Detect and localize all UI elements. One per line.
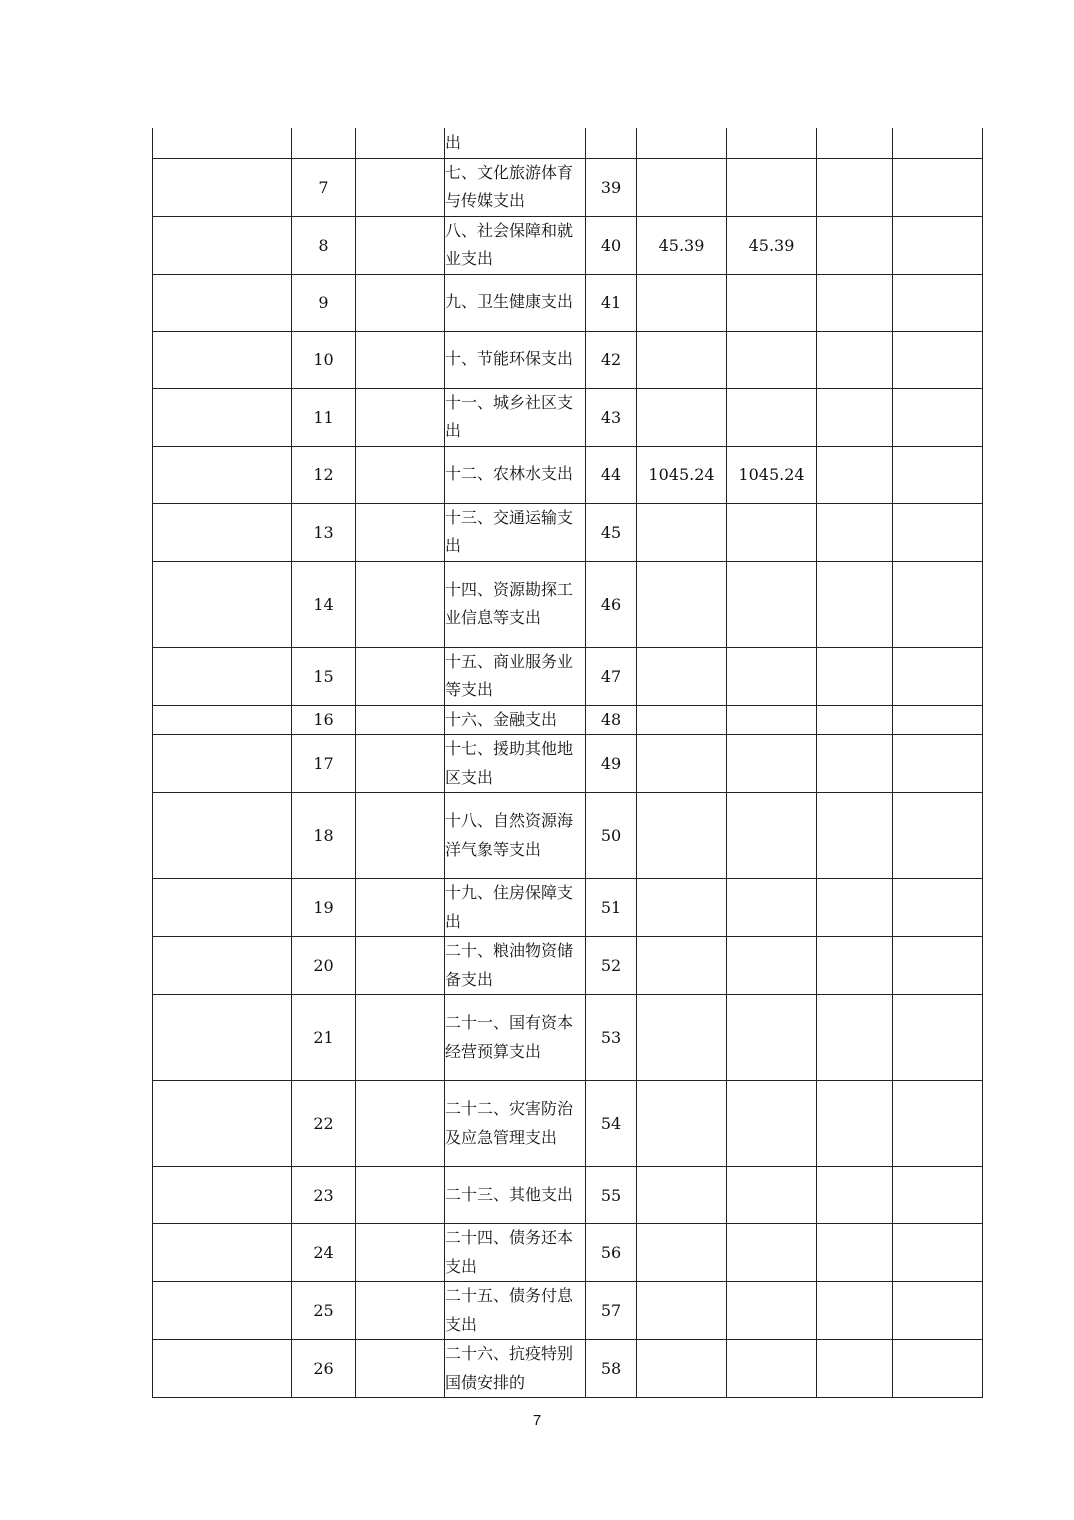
total-amount-cell: 1045.24	[637, 446, 727, 503]
line-number-cell: 40	[586, 216, 637, 274]
col3-cell	[356, 1081, 445, 1167]
col3-cell	[356, 1340, 445, 1398]
total-amount-cell	[637, 128, 727, 158]
col8-cell	[817, 158, 893, 216]
col3-cell	[356, 735, 445, 793]
expenditure-item-cell: 出	[445, 128, 586, 158]
total-amount-cell: 45.39	[637, 216, 727, 274]
line-number-cell: 49	[586, 735, 637, 793]
general-budget-amount-cell	[727, 158, 817, 216]
col8-cell	[817, 995, 893, 1081]
table-row	[153, 1224, 983, 1282]
expenditure-item-cell: 二十二、灾害防治及应急管理支出	[445, 1081, 586, 1167]
col8-cell	[817, 937, 893, 995]
col1-cell	[153, 1167, 292, 1224]
col9-cell	[893, 216, 983, 274]
table-row	[153, 793, 983, 879]
general-budget-amount-cell	[727, 1224, 817, 1282]
total-amount-cell	[637, 1167, 727, 1224]
col9-cell	[893, 879, 983, 937]
col3-cell	[356, 216, 445, 274]
col1-cell	[153, 1081, 292, 1167]
col9-cell	[893, 995, 983, 1081]
row-index-cell: 15	[292, 647, 356, 705]
col1-cell	[153, 647, 292, 705]
row-index-cell: 17	[292, 735, 356, 793]
line-number-cell: 43	[586, 388, 637, 446]
expenditure-item-cell: 二十四、债务还本支出	[445, 1224, 586, 1282]
general-budget-amount-cell	[727, 793, 817, 879]
table-row	[153, 1081, 983, 1167]
total-amount-cell	[637, 735, 727, 793]
expenditure-item-cell: 二十、粮油物资储备支出	[445, 937, 586, 995]
table-row	[153, 274, 983, 331]
col1-cell	[153, 735, 292, 793]
total-amount-cell	[637, 1282, 727, 1340]
line-number-cell: 55	[586, 1167, 637, 1224]
general-budget-amount-cell	[727, 995, 817, 1081]
col8-cell	[817, 446, 893, 503]
general-budget-amount-cell	[727, 274, 817, 331]
row-index-cell: 7	[292, 158, 356, 216]
row-index-cell: 20	[292, 937, 356, 995]
table-row	[153, 158, 983, 216]
table-row	[153, 1282, 983, 1340]
line-number-cell: 46	[586, 561, 637, 647]
col9-cell	[893, 735, 983, 793]
col8-cell	[817, 1340, 893, 1398]
col1-cell	[153, 388, 292, 446]
col1-cell	[153, 158, 292, 216]
line-number-cell: 48	[586, 705, 637, 735]
row-index-cell: 10	[292, 331, 356, 388]
col3-cell	[356, 1282, 445, 1340]
col9-cell	[893, 158, 983, 216]
col8-cell	[817, 128, 893, 158]
table-row	[153, 1167, 983, 1224]
col8-cell	[817, 1282, 893, 1340]
col1-cell	[153, 793, 292, 879]
general-budget-amount-cell	[727, 331, 817, 388]
expenditure-item-cell: 十二、农林水支出	[445, 446, 586, 503]
line-number-cell: 42	[586, 331, 637, 388]
expenditure-item-cell: 七、文化旅游体育与传媒支出	[445, 158, 586, 216]
line-number-cell: 39	[586, 158, 637, 216]
total-amount-cell	[637, 388, 727, 446]
table-row	[153, 331, 983, 388]
col1-cell	[153, 1340, 292, 1398]
general-budget-amount-cell	[727, 1167, 817, 1224]
total-amount-cell	[637, 705, 727, 735]
row-index-cell	[292, 128, 356, 158]
col1-cell	[153, 937, 292, 995]
table-row	[153, 937, 983, 995]
col3-cell	[356, 647, 445, 705]
expenditure-item-cell: 八、社会保障和就业支出	[445, 216, 586, 274]
table-row	[153, 735, 983, 793]
row-index-cell: 26	[292, 1340, 356, 1398]
line-number-cell: 47	[586, 647, 637, 705]
row-index-cell: 11	[292, 388, 356, 446]
line-number-cell: 58	[586, 1340, 637, 1398]
row-index-cell: 19	[292, 879, 356, 937]
row-index-cell: 8	[292, 216, 356, 274]
general-budget-amount-cell: 45.39	[727, 216, 817, 274]
row-index-cell: 16	[292, 705, 356, 735]
col8-cell	[817, 388, 893, 446]
table-row	[153, 1340, 983, 1398]
col8-cell	[817, 216, 893, 274]
row-index-cell: 24	[292, 1224, 356, 1282]
col3-cell	[356, 995, 445, 1081]
row-index-cell: 23	[292, 1167, 356, 1224]
table-body	[153, 128, 983, 1398]
col9-cell	[893, 503, 983, 561]
col3-cell	[356, 705, 445, 735]
table-row	[153, 647, 983, 705]
row-index-cell: 22	[292, 1081, 356, 1167]
col9-cell	[893, 1081, 983, 1167]
col3-cell	[356, 128, 445, 158]
col9-cell	[893, 647, 983, 705]
line-number-cell: 57	[586, 1282, 637, 1340]
general-budget-amount-cell: 1045.24	[727, 446, 817, 503]
col9-cell	[893, 793, 983, 879]
general-budget-amount-cell	[727, 1340, 817, 1398]
table-row	[153, 705, 983, 735]
col3-cell	[356, 879, 445, 937]
total-amount-cell	[637, 647, 727, 705]
general-budget-amount-cell	[727, 561, 817, 647]
expenditure-table	[152, 128, 983, 1398]
general-budget-amount-cell	[727, 503, 817, 561]
col9-cell	[893, 446, 983, 503]
general-budget-amount-cell	[727, 647, 817, 705]
expenditure-item-cell: 二十五、债务付息支出	[445, 1282, 586, 1340]
row-index-cell: 9	[292, 274, 356, 331]
total-amount-cell	[637, 1081, 727, 1167]
row-index-cell: 14	[292, 561, 356, 647]
table-row	[153, 995, 983, 1081]
col3-cell	[356, 388, 445, 446]
expenditure-item-cell: 十九、住房保障支出	[445, 879, 586, 937]
row-index-cell: 25	[292, 1282, 356, 1340]
line-number-cell: 41	[586, 274, 637, 331]
line-number-cell: 56	[586, 1224, 637, 1282]
row-index-cell: 13	[292, 503, 356, 561]
expenditure-item-cell: 十六、金融支出	[445, 705, 586, 735]
general-budget-amount-cell	[727, 1081, 817, 1167]
line-number-cell: 45	[586, 503, 637, 561]
col3-cell	[356, 561, 445, 647]
col1-cell	[153, 216, 292, 274]
total-amount-cell	[637, 995, 727, 1081]
col3-cell	[356, 937, 445, 995]
col8-cell	[817, 647, 893, 705]
general-budget-amount-cell	[727, 128, 817, 158]
line-number-cell: 44	[586, 446, 637, 503]
expenditure-item-cell: 二十六、抗疫特别国债安排的	[445, 1340, 586, 1398]
expenditure-item-cell: 十八、自然资源海洋气象等支出	[445, 793, 586, 879]
col8-cell	[817, 503, 893, 561]
row-index-cell: 12	[292, 446, 356, 503]
table-row	[153, 879, 983, 937]
col1-cell	[153, 331, 292, 388]
col3-cell	[356, 274, 445, 331]
general-budget-amount-cell	[727, 879, 817, 937]
total-amount-cell	[637, 158, 727, 216]
table-row	[153, 561, 983, 647]
row-index-cell: 21	[292, 995, 356, 1081]
col9-cell	[893, 1282, 983, 1340]
col1-cell	[153, 1282, 292, 1340]
col9-cell	[893, 937, 983, 995]
expenditure-item-cell: 九、卫生健康支出	[445, 274, 586, 331]
col9-cell	[893, 1340, 983, 1398]
col1-cell	[153, 705, 292, 735]
col8-cell	[817, 561, 893, 647]
col3-cell	[356, 1167, 445, 1224]
page-number: 7	[532, 1412, 542, 1429]
col8-cell	[817, 1081, 893, 1167]
total-amount-cell	[637, 879, 727, 937]
col9-cell	[893, 1224, 983, 1282]
total-amount-cell	[637, 331, 727, 388]
col9-cell	[893, 388, 983, 446]
col8-cell	[817, 735, 893, 793]
table-row	[153, 128, 983, 158]
general-budget-amount-cell	[727, 1282, 817, 1340]
expenditure-item-cell: 二十一、国有资本经营预算支出	[445, 995, 586, 1081]
col9-cell	[893, 128, 983, 158]
general-budget-amount-cell	[727, 705, 817, 735]
col9-cell	[893, 561, 983, 647]
col8-cell	[817, 331, 893, 388]
general-budget-amount-cell	[727, 937, 817, 995]
general-budget-amount-cell	[727, 388, 817, 446]
col1-cell	[153, 503, 292, 561]
total-amount-cell	[637, 503, 727, 561]
table-row	[153, 388, 983, 446]
row-index-cell: 18	[292, 793, 356, 879]
total-amount-cell	[637, 793, 727, 879]
col9-cell	[893, 274, 983, 331]
col3-cell	[356, 1224, 445, 1282]
total-amount-cell	[637, 1340, 727, 1398]
col1-cell	[153, 446, 292, 503]
line-number-cell: 53	[586, 995, 637, 1081]
table-row	[153, 216, 983, 274]
total-amount-cell	[637, 274, 727, 331]
col8-cell	[817, 274, 893, 331]
col3-cell	[356, 503, 445, 561]
col1-cell	[153, 995, 292, 1081]
col9-cell	[893, 1167, 983, 1224]
expenditure-item-cell: 十七、援助其他地区支出	[445, 735, 586, 793]
line-number-cell: 51	[586, 879, 637, 937]
col8-cell	[817, 1167, 893, 1224]
col8-cell	[817, 705, 893, 735]
col8-cell	[817, 879, 893, 937]
col3-cell	[356, 446, 445, 503]
table-row	[153, 446, 983, 503]
line-number-cell: 52	[586, 937, 637, 995]
total-amount-cell	[637, 561, 727, 647]
expenditure-item-cell: 十五、商业服务业等支出	[445, 647, 586, 705]
col8-cell	[817, 1224, 893, 1282]
col1-cell	[153, 879, 292, 937]
col9-cell	[893, 331, 983, 388]
col1-cell	[153, 274, 292, 331]
col1-cell	[153, 561, 292, 647]
col3-cell	[356, 158, 445, 216]
col9-cell	[893, 705, 983, 735]
total-amount-cell	[637, 1224, 727, 1282]
line-number-cell: 50	[586, 793, 637, 879]
table-row	[153, 503, 983, 561]
expenditure-item-cell: 十、节能环保支出	[445, 331, 586, 388]
expenditure-item-cell: 十四、资源勘探工业信息等支出	[445, 561, 586, 647]
total-amount-cell	[637, 937, 727, 995]
line-number-cell: 54	[586, 1081, 637, 1167]
expenditure-item-cell: 十三、交通运输支出	[445, 503, 586, 561]
col3-cell	[356, 331, 445, 388]
col1-cell	[153, 1224, 292, 1282]
expenditure-item-cell: 十一、城乡社区支出	[445, 388, 586, 446]
line-number-cell	[586, 128, 637, 158]
general-budget-amount-cell	[727, 735, 817, 793]
expenditure-item-cell: 二十三、其他支出	[445, 1167, 586, 1224]
col3-cell	[356, 793, 445, 879]
col8-cell	[817, 793, 893, 879]
col1-cell	[153, 128, 292, 158]
